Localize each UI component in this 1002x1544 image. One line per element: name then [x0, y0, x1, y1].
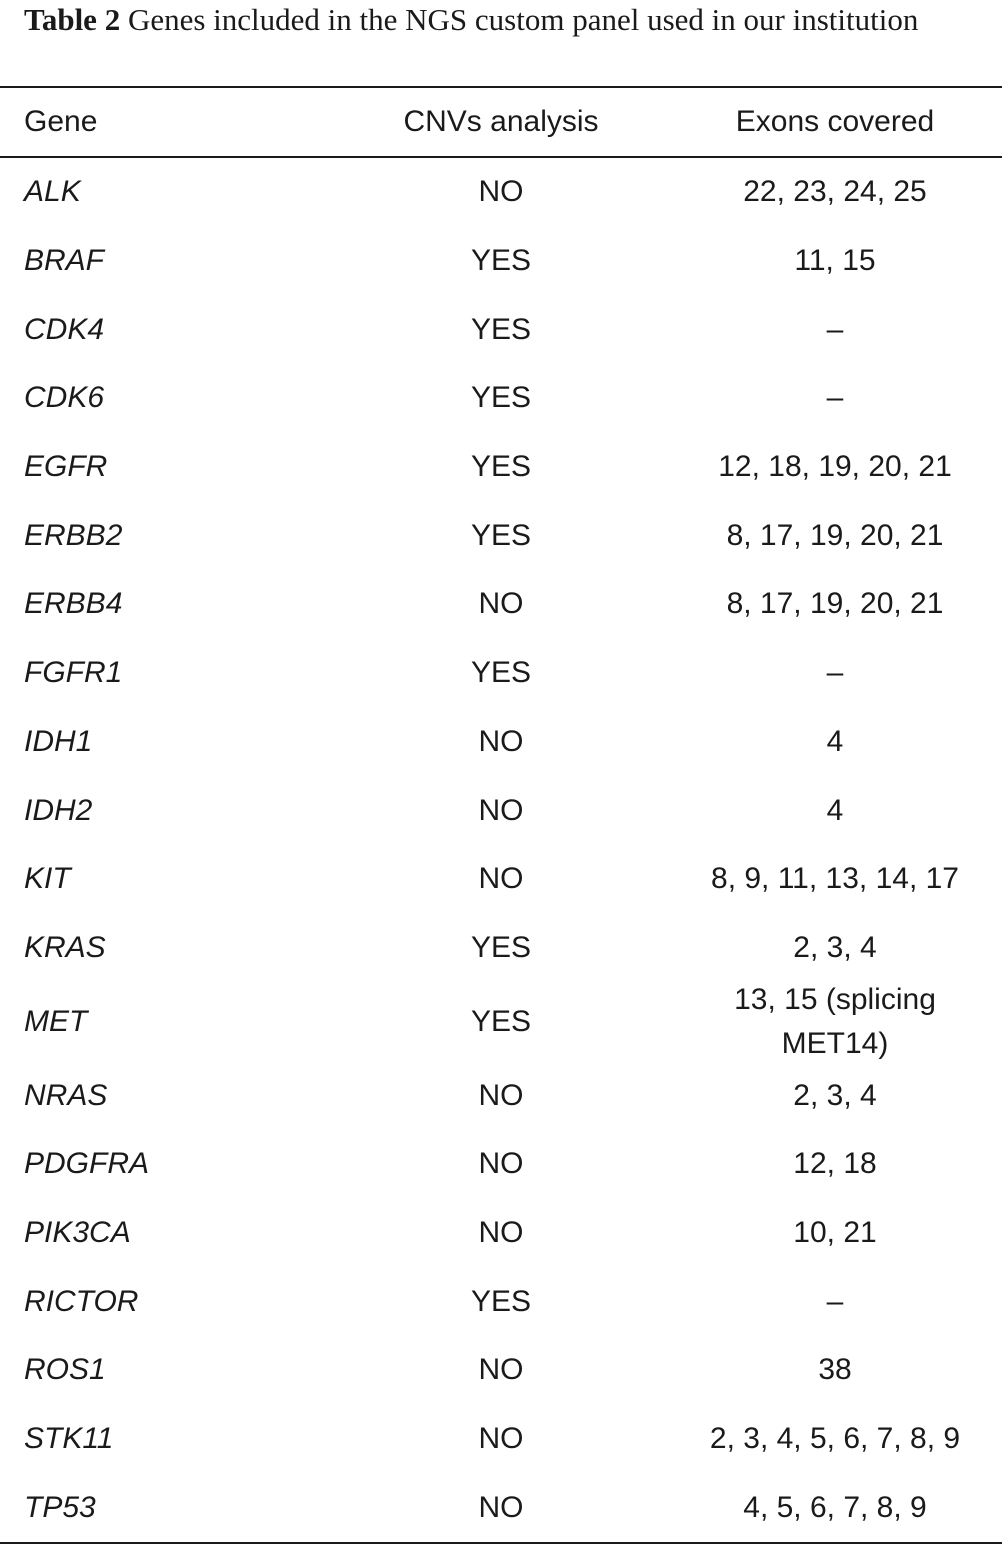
cnv-cell: YES — [470, 656, 532, 690]
cnv-cell: NO — [478, 1147, 524, 1181]
cnv-cell: NO — [478, 175, 524, 209]
gene-cell: ERBB4 — [24, 587, 123, 621]
table-row — [0, 1130, 1002, 1199]
gene-cell: IDH1 — [24, 724, 93, 758]
table-row — [0, 914, 1002, 983]
exons-cell: 4 — [826, 793, 844, 827]
gene-cell: BRAF — [24, 244, 105, 278]
cnv-cell: NO — [478, 1422, 524, 1456]
cnv-cell: NO — [478, 793, 524, 827]
table-row — [0, 1336, 1002, 1405]
exons-cell: – — [826, 1284, 844, 1318]
gene-cell: IDH2 — [24, 793, 93, 827]
cnv-cell: YES — [470, 312, 532, 346]
table-row — [0, 295, 1002, 364]
gene-cell: EGFR — [24, 450, 108, 484]
exons-cell: 12, 18, 19, 20, 21 — [718, 450, 952, 484]
exons-cell: – — [826, 381, 844, 415]
cnv-cell: YES — [470, 518, 532, 552]
cnv-cell: YES — [470, 244, 532, 278]
gene-cell: MET — [24, 1004, 88, 1038]
table-row — [0, 158, 1002, 227]
gene-cell: ALK — [24, 175, 81, 209]
exons-cell: 10, 21 — [793, 1215, 877, 1249]
exons-cell: 11, 15 — [794, 244, 876, 278]
table-caption-label: Table 2 — [24, 2, 121, 37]
header-cnv-analysis: CNVs analysis — [403, 105, 599, 138]
exons-cell: 38 — [818, 1353, 852, 1387]
gene-cell: FGFR1 — [24, 656, 123, 690]
cnv-cell: NO — [478, 587, 524, 621]
table-row — [0, 982, 1002, 1061]
cnv-cell: YES — [470, 1284, 532, 1318]
exons-cell: 2, 3, 4 — [793, 1078, 877, 1112]
header-exons-covered: Exons covered — [735, 105, 935, 138]
gene-cell: ROS1 — [24, 1353, 106, 1387]
gene-cell: KIT — [24, 862, 71, 896]
table-row — [0, 639, 1002, 708]
table-row — [0, 433, 1002, 502]
cnv-cell: YES — [470, 450, 532, 484]
table-row — [0, 776, 1002, 845]
exons-cell: 8, 9, 11, 13, 14, 17 — [711, 862, 959, 896]
cnv-cell: NO — [478, 1078, 524, 1112]
exons-cell: 2, 3, 4 — [793, 930, 877, 964]
genes-table — [0, 86, 1002, 1544]
exons-cell: 8, 17, 19, 20, 21 — [726, 518, 944, 552]
gene-cell: PIK3CA — [24, 1215, 131, 1249]
exons-cell: 8, 17, 19, 20, 21 — [726, 587, 944, 621]
cnv-cell: NO — [478, 1215, 524, 1249]
gene-cell: ERBB2 — [24, 518, 123, 552]
table-row — [0, 1061, 1002, 1130]
cnv-cell: YES — [470, 930, 532, 964]
cnv-cell: YES — [470, 1004, 532, 1038]
exons-cell: 4 — [826, 724, 844, 758]
exons-cell: 22, 23, 24, 25 — [743, 175, 927, 209]
table-row — [0, 708, 1002, 777]
table-row — [0, 1267, 1002, 1336]
gene-cell: NRAS — [24, 1078, 108, 1112]
table-caption-text: Genes included in the NGS custom panel used in our institution — [127, 2, 919, 37]
table-row — [0, 227, 1002, 296]
table-caption — [24, 0, 984, 42]
cnv-cell: NO — [478, 1353, 524, 1387]
cnv-cell: YES — [470, 381, 532, 415]
exons-cell: 2, 3, 4, 5, 6, 7, 8, 9 — [709, 1422, 961, 1456]
exons-cell: 4, 5, 6, 7, 8, 9 — [743, 1490, 927, 1524]
table-row — [0, 1199, 1002, 1268]
header-gene: Gene — [24, 105, 98, 138]
table-header-row — [0, 88, 1002, 156]
exons-cell: – — [826, 656, 844, 690]
cnv-cell: NO — [478, 862, 524, 896]
exons-cell: 13, 15 (splicing MET14) — [734, 982, 936, 1060]
gene-cell: RICTOR — [24, 1284, 139, 1318]
gene-cell: CDK4 — [24, 312, 105, 346]
table-row — [0, 364, 1002, 433]
exons-cell: 12, 18 — [793, 1147, 877, 1181]
table-row — [0, 1405, 1002, 1474]
table-row — [0, 501, 1002, 570]
gene-cell: STK11 — [24, 1422, 114, 1456]
cnv-cell: NO — [478, 1490, 524, 1524]
gene-cell: KRAS — [24, 930, 106, 964]
cnv-cell: NO — [478, 724, 524, 758]
table-row — [0, 1473, 1002, 1542]
table-row — [0, 570, 1002, 639]
table-row — [0, 845, 1002, 914]
gene-cell: CDK6 — [24, 381, 105, 415]
gene-cell: PDGFRA — [24, 1147, 150, 1181]
gene-cell: TP53 — [24, 1490, 96, 1524]
exons-cell: – — [826, 312, 844, 346]
